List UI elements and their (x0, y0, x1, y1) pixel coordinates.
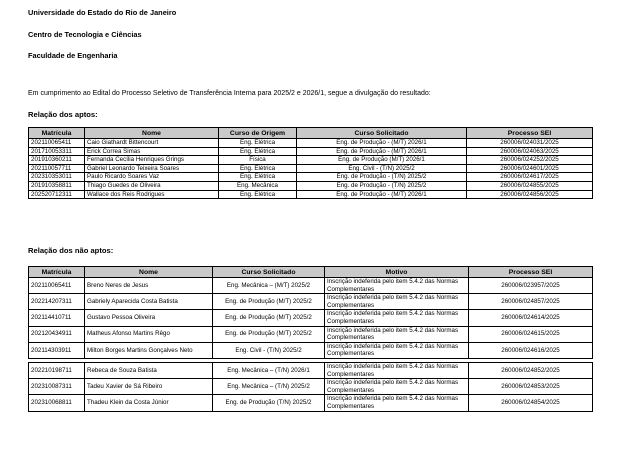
table-cell: Inscrição indeferida pelo item 5.4.2 das Normas Complementares (325, 379, 469, 395)
table-row (29, 294, 593, 310)
col-header: Matrícula (29, 128, 85, 139)
table-row (29, 310, 593, 326)
table-cell: Eng. de Produção - (M/T) 2026/1 (297, 190, 467, 199)
table-cell: 201910360211 (29, 156, 85, 165)
col-header: Matrícula (29, 267, 85, 278)
table-cell: 202110065411 (29, 139, 85, 148)
table-cell: 202520712311 (29, 190, 85, 199)
table-cell: Eng. de Produção (M/T) 2025/2 (213, 310, 325, 326)
intro-paragraph: Em cumprimento ao Edital do Processo Seletivo de Transferência Interna para 2025/2 e 2026/1, segue a divulgação do resultado: (28, 90, 431, 97)
col-header: Processo SEI (469, 267, 593, 278)
table-cell: Inscrição indeferida pelo item 5.4.2 das Normas Complementares (325, 342, 469, 358)
table-row (29, 139, 593, 148)
table-row (29, 278, 593, 294)
table-cell: 260006/024853/2025 (469, 379, 593, 395)
table-cell: Eng. de Produção (M/T) 2026/1 (297, 156, 467, 165)
table-cell: 202114303911 (29, 342, 85, 358)
table-cell: 260006/024854/2025 (469, 395, 593, 411)
table-cell: 260006/024252/2025 (467, 156, 593, 165)
col-header: Processo SEI (467, 128, 593, 139)
col-header: Nome (85, 128, 219, 139)
table-cell: Paulo Ricardo Soares Vaz (85, 173, 219, 182)
nao-aptos-header-row (29, 267, 593, 278)
table-row (29, 181, 593, 190)
aptos-header-row (29, 128, 593, 139)
table-cell: 260006/024031/2025 (467, 139, 593, 148)
table-cell: Gabriely Aparecida Costa Batista (85, 294, 213, 310)
col-header: Curso Solicitado (213, 267, 325, 278)
aptos-section-title: Relação dos aptos: (28, 110, 98, 119)
table-cell: Eng. Elétrica (219, 173, 297, 182)
table-row (29, 326, 593, 342)
aptos-table (28, 127, 593, 199)
table-cell: 201710053311 (29, 147, 85, 156)
table-cell: Breno Neres de Jesus (85, 278, 213, 294)
nao-aptos-section-title: Relação dos não aptos: (28, 246, 114, 255)
table-cell: 202310353011 (29, 173, 85, 182)
table-cell: 260006/023957/2025 (469, 278, 593, 294)
table-cell: Eng. de Produção (M/T) 2025/2 (213, 294, 325, 310)
table-cell: Gabriel Leonardo Teixeira Soares (85, 164, 219, 173)
table-cell: 202110057711 (29, 164, 85, 173)
table-row (29, 164, 593, 173)
table-row (29, 156, 593, 165)
table-cell: 202214207311 (29, 294, 85, 310)
table-cell: 202210198711 (29, 362, 85, 378)
col-header: Motivo (325, 267, 469, 278)
table-cell: Eng. de Produção (M/T) 2025/2 (213, 326, 325, 342)
table-cell: Inscrição indeferida pelo item 5.4.2 das Normas Complementares (325, 278, 469, 294)
table-cell: Eng. de Produção - (T/N) 2025/2 (297, 181, 467, 190)
nao-aptos-table (28, 266, 593, 412)
table-cell: 202310068811 (29, 395, 85, 411)
table-cell: 202120434911 (29, 326, 85, 342)
table-cell: 260006/024857/2025 (469, 294, 593, 310)
table-cell: Thiago Guedes de Oliveira (85, 181, 219, 190)
table-cell: 202310087311 (29, 379, 85, 395)
table-row (29, 147, 593, 156)
table-cell: Caio Giathardt Bittencourt (85, 139, 219, 148)
table-cell: Wallace dos Reis Rodrigues (85, 190, 219, 199)
table-cell: 202110065411 (29, 278, 85, 294)
faculty-name: Faculdade de Engenharia (28, 51, 118, 60)
table-cell: Eng. Elétrica (219, 139, 297, 148)
col-header: Curso Solicitado (297, 128, 467, 139)
col-header: Nome (85, 267, 213, 278)
table-cell: Inscrição indeferida pelo item 5.4.2 das Normas Complementares (325, 362, 469, 378)
table-cell: Inscrição indeferida pelo item 5.4.2 das Normas Complementares (325, 294, 469, 310)
table-cell: 260006/024615/2025 (469, 326, 593, 342)
center-name: Centro de Tecnologia e Ciências (28, 30, 142, 39)
university-name: Universidade do Estado do Rio de Janeiro (28, 8, 177, 17)
table-cell: 260006/024063/2025 (467, 147, 593, 156)
table-cell: 260006/024617/2025 (467, 173, 593, 182)
table-cell: Eng. Mecânica – (T/N) 2026/1 (213, 362, 325, 378)
table-cell: 260006/024856/2025 (467, 190, 593, 199)
table-cell: Eng. Elétrica (219, 164, 297, 173)
table-row (29, 362, 593, 378)
table-row (29, 190, 593, 199)
table-cell: 260006/024852/2025 (469, 362, 593, 378)
table-cell: Eng. Civil - (T/N) 2025/2 (213, 342, 325, 358)
table-cell: Física (219, 156, 297, 165)
table-cell: Eng. de Produção - (M/T) 2026/1 (297, 147, 467, 156)
table-cell: 202114410711 (29, 310, 85, 326)
table-row (29, 342, 593, 358)
table-cell: Rebeca de Souza Batista (85, 362, 213, 378)
table-cell: 260006/024616/2025 (469, 342, 593, 358)
table-cell: Eng. Elétrica (219, 147, 297, 156)
table-cell: Eng. de Produção - (T/N) 2025/2 (297, 173, 467, 182)
table-cell: Matheus Afonso Martins Rêgo (85, 326, 213, 342)
table-cell: Inscrição indeferida pelo item 5.4.2 das Normas Complementares (325, 326, 469, 342)
table-cell: 260006/024614/2025 (469, 310, 593, 326)
table-cell: Eng. Civil - (T/N) 2025/2 (297, 164, 467, 173)
table-row (29, 395, 593, 411)
table-cell: Tadeu Xavier de Sá Ribeiro (85, 379, 213, 395)
col-header: Curso de Origem (219, 128, 297, 139)
table-cell: Eng. de Produção - (M/T) 2026/1 (297, 139, 467, 148)
table-cell: Eng. Mecânica (219, 181, 297, 190)
table-cell: Eng. Elétrica (219, 190, 297, 199)
table-cell: Eng. Mecânica – (T/N) 2025/2 (213, 379, 325, 395)
table-cell: Thadeu Klein da Costa Júnior (85, 395, 213, 411)
table-cell: Eng. Mecânica – (M/T) 2025/2 (213, 278, 325, 294)
table-cell: Milton Borges Martins Gonçalves Neto (85, 342, 213, 358)
table-row (29, 173, 593, 182)
table-cell: Erick Correa Simas (85, 147, 219, 156)
table-cell: Fernanda Cecília Henriques Grings (85, 156, 219, 165)
table-cell: Inscrição indeferida pelo item 5.4.2 das Normas Complementares (325, 395, 469, 411)
table-cell: Eng. de Produção (T/N) 2025/2 (213, 395, 325, 411)
table-row (29, 379, 593, 395)
table-cell: 260006/024855/2025 (467, 181, 593, 190)
table-cell: Inscrição indeferida pelo item 5.4.2 das Normas Complementares (325, 310, 469, 326)
table-cell: Gustavo Pessoa Oliveira (85, 310, 213, 326)
table-cell: 260006/024601/2025 (467, 164, 593, 173)
table-cell: 201910358811 (29, 181, 85, 190)
